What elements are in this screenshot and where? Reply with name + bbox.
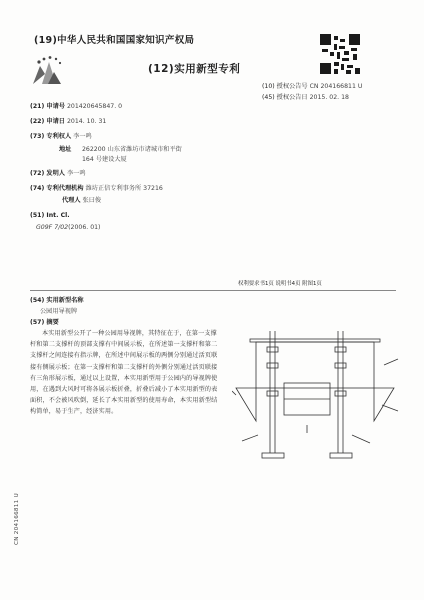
patent-agent: 代理人 张曰俊	[62, 197, 102, 204]
address-line-1: 262200 山东省潍坊市诸城市和平街	[82, 146, 182, 153]
cnipa-logo	[30, 54, 64, 88]
patentee: (73) 专利权人 李一鸣	[30, 133, 92, 140]
utility-model-name-label: (54) 实用新型名称	[30, 297, 84, 304]
section-divider	[30, 290, 396, 291]
document-type: (12)实用新型专利	[148, 63, 241, 75]
application-number: (21) 申请号 201420645847. 0	[30, 103, 123, 110]
abstract-label: (57) 摘要	[30, 319, 59, 326]
grant-number: (10) 授权公告号 CN 204166811 U	[262, 83, 363, 90]
utility-model-name: 公园用导视牌	[40, 308, 78, 315]
int-cl-value: G09F 7/02(2006. 01)	[36, 224, 101, 231]
office-name: (19)中华人民共和国国家知识产权局	[34, 35, 195, 46]
abstract-text: 本实用新型公开了一种公园用导视牌，其特征在于，在第一支撑杆和第二支撑杆的顶部支撑有中间展示板，在所述第一支撑杆和第二支撑杆之间连接有指示牌，在所述中间展示板的两侧分别通过活页联接有侧展示板；在第一支撑杆和第二支撑杆的外侧分别通过活页联接有三角形展示板，通过以上设置，本实用新型用于公园内的导视牌使用，在遇到大风时可将各展示板折叠，折叠后减小了本实用新型的表面积，不会被风吹倒，延长了本实用新型的使用寿命，本实用新型结构简单，易于生产，经济实用。	[30, 330, 218, 416]
inventor: (72) 发明人 李一鸣	[30, 170, 86, 177]
qr-code	[320, 34, 360, 74]
patent-agency: (74) 专利代理机构 潍坊正信专利事务所 37216	[30, 185, 163, 192]
side-publication-number: CN 204166811 U	[14, 493, 20, 545]
address-label: 地址	[59, 146, 72, 153]
page-counts: 权利要求书1页 说明书4页 附图1页	[238, 281, 322, 287]
grant-date: (45) 授权公告日 2015. 02. 18	[262, 94, 349, 101]
int-cl-label: (51) Int. Cl.	[30, 212, 70, 219]
application-date: (22) 申请日 2014. 10. 31	[30, 118, 107, 125]
abstract-drawing	[232, 325, 402, 475]
address-line-2: 164 号建设大厦	[82, 156, 127, 163]
